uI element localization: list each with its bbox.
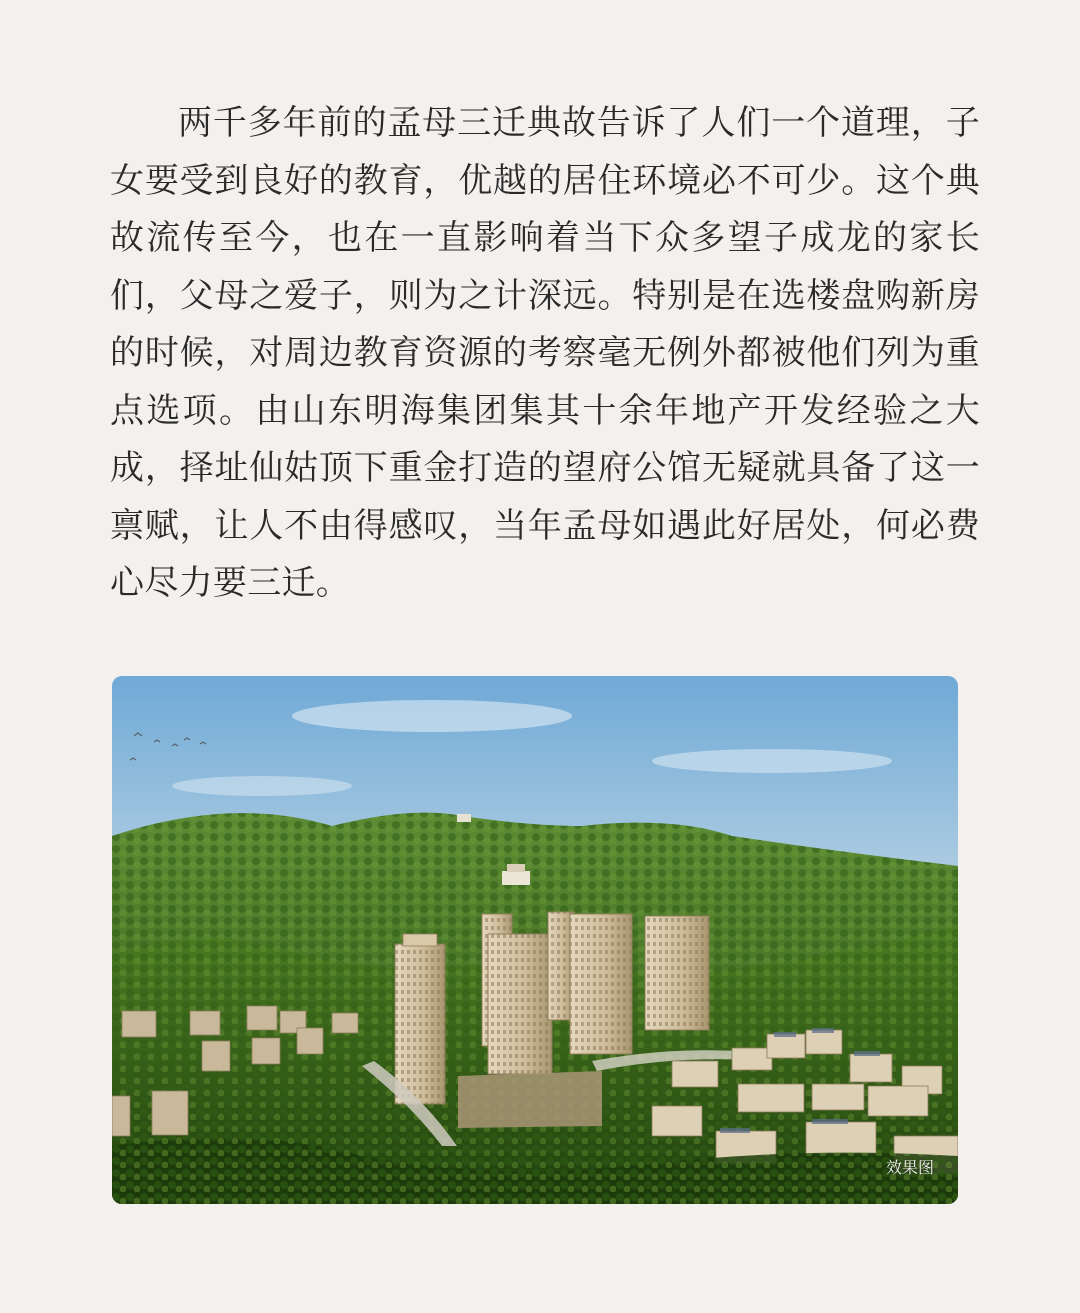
- image-caption: 效果图: [885, 1158, 934, 1177]
- residential-rendering-illustration: [112, 676, 958, 1204]
- article-paragraph: 两千多年前的孟母三迁典故告诉了人们一个道理，子女要受到良好的教育，优越的居住环境必不可少。这个典故流传至今，也在一直影响着当下众多望子成龙的家长们，父母之爱子，则为之计深远。特别是在选楼盘购新房的时候，对周边教育资源的考察毫无例外都被他们列为重点选项。由山东明海集团集其十余年地产开发经验之大成，择址仙姑顶下重金打造的望府公馆无疑就具备了这一禀赋，让人不由得感叹，当年孟母如遇此好居处，何必费心尽力要三迁。: [110, 103, 980, 603]
- rendering-image: [112, 676, 958, 1204]
